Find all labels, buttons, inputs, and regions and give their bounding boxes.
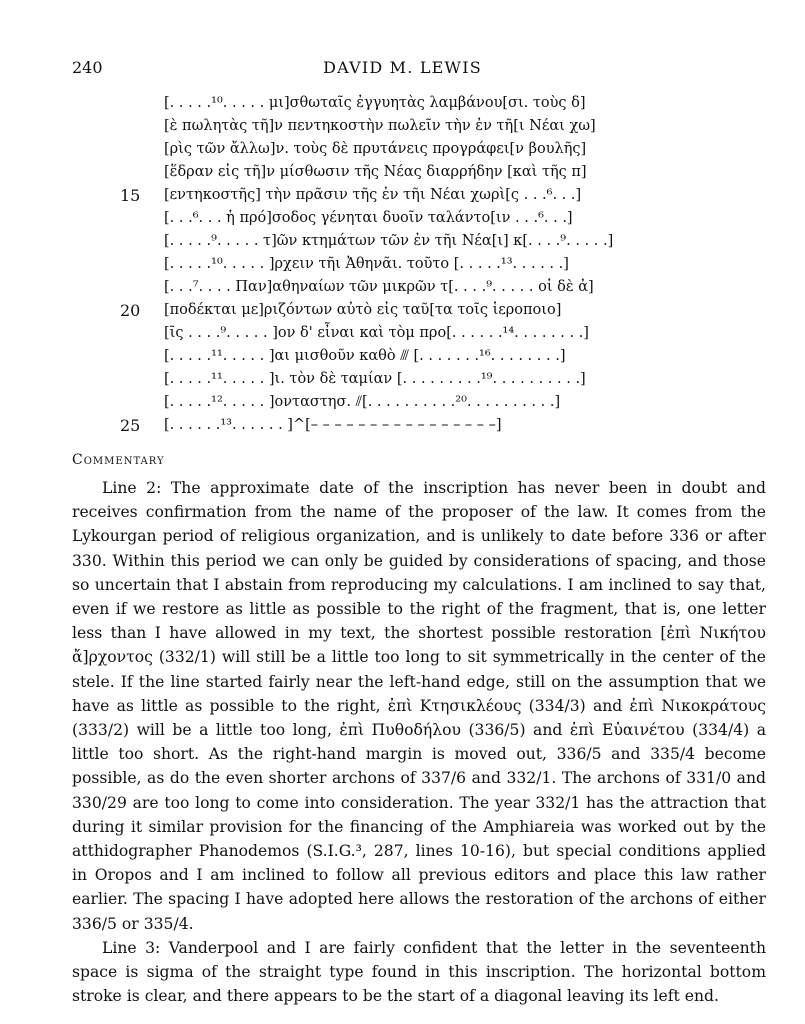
inscription-line-text: [εντηκοστῆς] τὴν πρᾶσιν τῆς ἐν τῆι Νέαι χωρὶ[ς . . .⁶. . .] [164, 187, 582, 203]
inscription-line-text: [. . . . .¹⁰. . . . . μι]σθωταῖς ἐγγυητὰς λαμβάνου[σι. τοὺς δ] [164, 95, 586, 111]
inscription-line-text: [. . . . .¹². . . . . ]ονταστησ. ⫽[. . . . . . . . . .²⁰. . . . . . . . . .] [164, 394, 561, 410]
inscription-line-text: [. . .⁶. . . ἡ πρό]σοδος γένηται δυοῖν ταλάντο[ιν . . .⁶. . .] [164, 210, 573, 226]
line-number: 15 [120, 186, 141, 205]
inscription-line [120, 115, 680, 138]
inscription-line [120, 322, 680, 345]
commentary-paragraph-line-3: Line 3: Vanderpool and I are fairly confident that the letter in the seventeenth space is sigma of the straight type found in this inscription. The horizontal bottom stroke is clear, and there appears to be the start of a diagonal leaving its left end. [72, 938, 766, 1006]
inscription-line-text: [. . . . . .¹³. . . . . . ]^[– – – – – – – – – – – – – – – –] [164, 417, 502, 433]
line-number: 25 [120, 416, 141, 435]
inscription-line-text: [ποδέκται με]ριζόντων αὐτὸ εἰς ταῦ[τα τοῖς ἱεροποιο] [164, 302, 562, 318]
inscription-line [120, 368, 680, 391]
inscription-line [120, 414, 680, 437]
inscription-line [120, 207, 680, 230]
running-head: DAVID M. LEWIS [323, 58, 482, 77]
inscription-line-text: [. . . . .⁹. . . . . τ]ῶν κτημάτων τῶν ἐν τῆι Νέα[ι] κ[. . . .⁹. . . . .] [164, 233, 614, 249]
inscription-line [120, 276, 680, 299]
inscription-line [120, 230, 680, 253]
line-number: 20 [120, 301, 141, 320]
inscription-line-text: [. . .⁷. . . . Παν]αθηναίων τῶν μικρῶν τ[. . . .⁹. . . . . οἱ δὲ ἀ] [164, 279, 594, 295]
inscription-line [120, 161, 680, 184]
inscription-line [120, 92, 680, 115]
inscription-line-text: [. . . . .¹¹. . . . . ]ι. τὸν δὲ ταμίαν [. . . . . . . . .¹⁹. . . . . . . . . .] [164, 371, 586, 387]
inscription-line [120, 391, 680, 414]
commentary-heading: Commentary [72, 452, 165, 468]
commentary-body [72, 476, 766, 1008]
inscription-line-text: [. . . . .¹⁰. . . . . ]ρχειν τῆι Ἀθηνᾶι. τοῦτο [. . . . .¹³. . . . . .] [164, 256, 569, 272]
inscription-line-text: [ἕδραν εἰς τῆ]ν μίσθωσιν τῆς Νέας διαρρήδην [καὶ τῆς π] [164, 164, 587, 180]
inscription-line [120, 299, 680, 322]
inscription-line-text: [ῖς . . . .⁹. . . . . ]ον δ' εἶναι καὶ τὸμ προ[. . . . . .¹⁴. . . . . . . .] [164, 325, 589, 341]
inscription-line-text: [ρὶς τῶν ἄλλω]ν. τοὺς δὲ πρυτάνεις προγράφει[ν βουλῆς] [164, 141, 587, 157]
inscription-line-text: [. . . . .¹¹. . . . . ]αι μισθοῦν καθὸ ⫻ [. . . . . . .¹⁶. . . . . . . .] [164, 348, 566, 364]
inscription-line [120, 345, 680, 368]
inscription-line [120, 184, 680, 207]
inscription-text [120, 92, 680, 437]
inscription-line-text: [ὲ πωλητὰς τῆ]ν πεντηκοστὴν πωλεῖν τὴν ἐν τῆ[ι Νέαι χω] [164, 118, 596, 134]
inscription-line [120, 253, 680, 276]
commentary-paragraph-line-2: Line 2: The approximate date of the inscription has never been in doubt and receives confirmation from the name of the proposer of the law. It comes from the Lykourgan period of religious organization, and is unlikely to date before 336 or after 330. Within this period we can only be guided by considerations of spacing, and those so uncertain that I abstain from reproducing my calculations. I am inclined to say that, even if we restore as little as possible to the right of the fragment, that is, one letter less than I have allowed in my text, the shortest possible restoration [ἐπὶ Νικήτου ἄ]ρχοντος (332/1) will still be a little too long to sit symmetrically in the center of the stele. If the line started fairly near the left-hand edge, still on the assumption that we have as little as possible to the right, ἐπὶ Κτησικλέους (334/3) and ἐπὶ Νικοκράτους (333/2) will be a little too long, ἐπὶ Πυθοδήλου (336/5) and ἐπὶ Εὐαινέτου (334/4) a little too short. As the right-hand margin is moved out, 336/5 and 335/4 become possible, as do the even shorter archons of 337/6 and 332/1. The archons of 331/0 and 330/29 are too long to come into consideration. The year 332/1 has the attraction that during it similar provision for the financing of the Amphiareia was worked out by the atthidographer Phanodemos (S.I.G.³, 287, lines 10-16), but special conditions applied in Oropos and I am inclined to follow all previous editors and place this law rather earlier. The spacing I have adopted here allows the restoration of the archons of either 336/5 or 335/4. [72, 479, 766, 933]
page-number: 240 [72, 58, 103, 77]
inscription-line [120, 138, 680, 161]
